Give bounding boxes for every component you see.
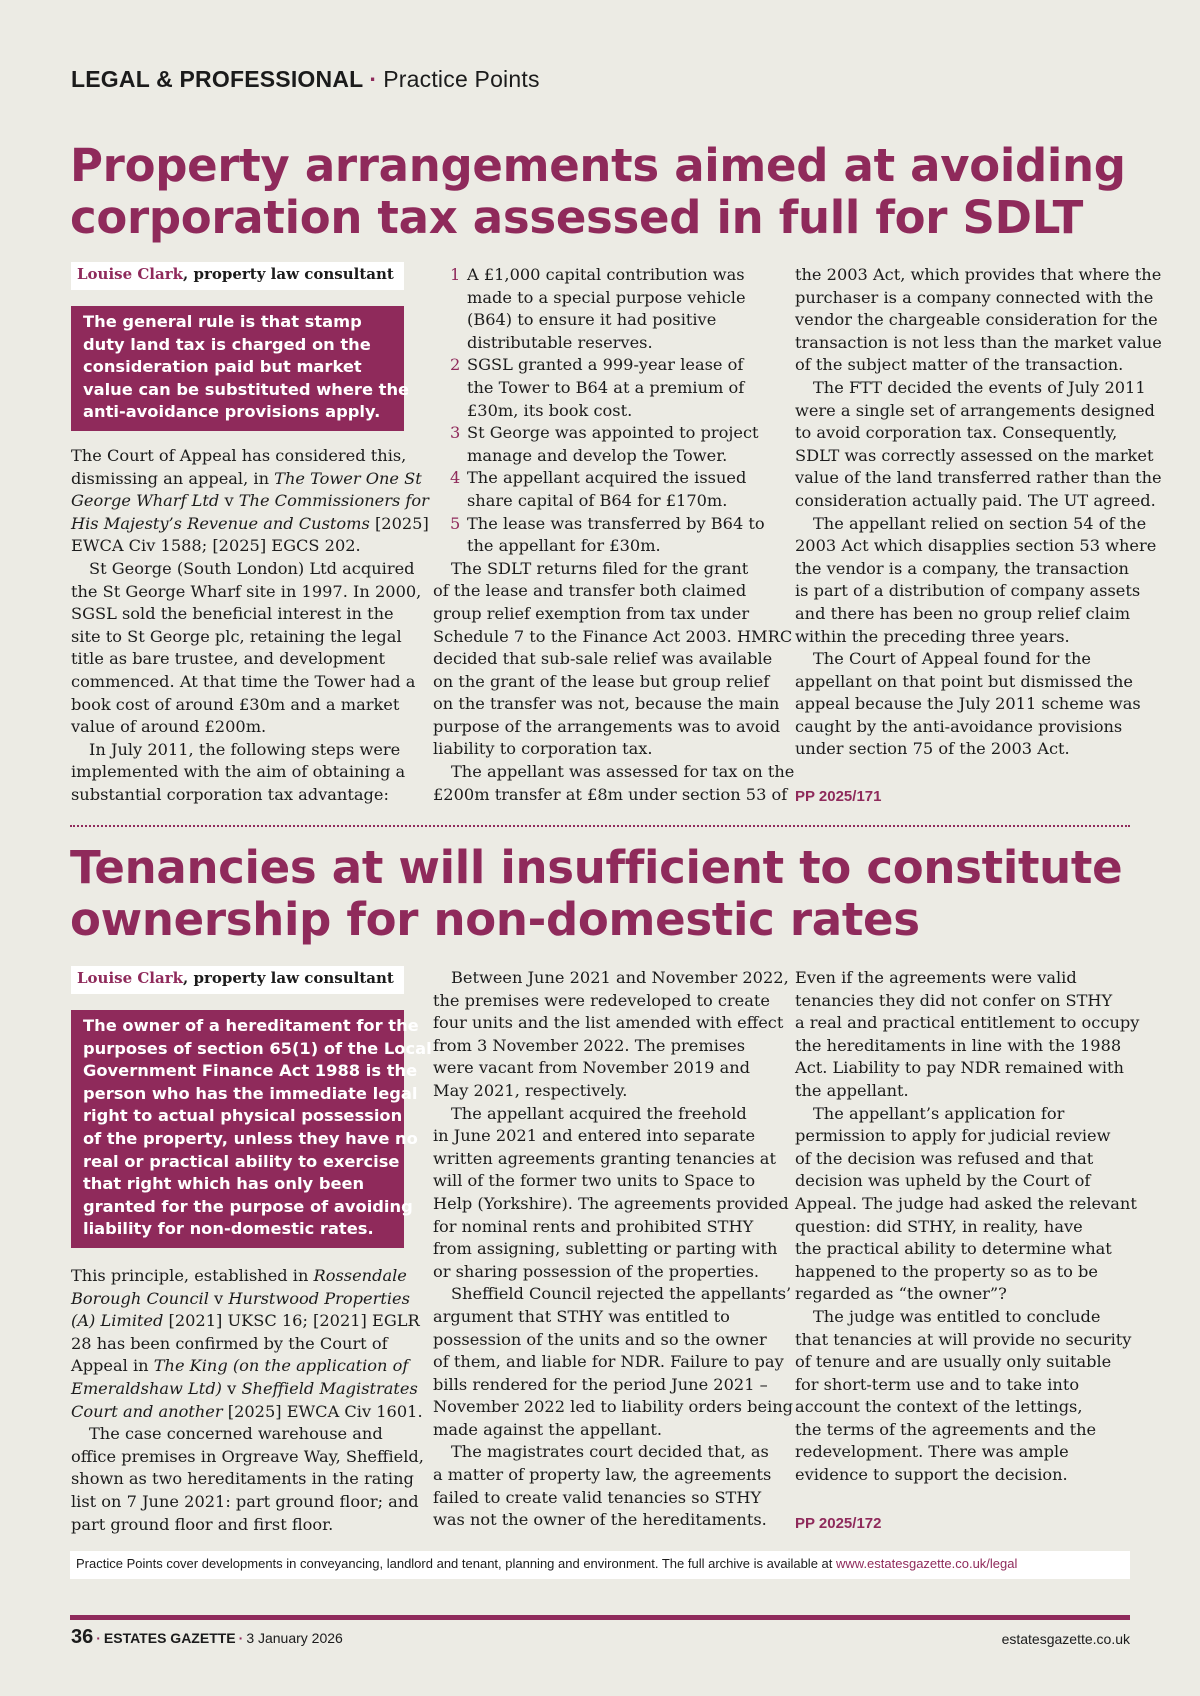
numbered-step: [433, 467, 778, 512]
body-line: decision was upheld by the Court of: [795, 1171, 1091, 1191]
body-line: regarded as “the owner”?: [795, 1284, 1007, 1304]
body-line: that tenancies at will provide no security: [795, 1329, 1132, 1349]
body-line: purchaser is a company connected with the: [795, 287, 1154, 307]
folio-separator: ·: [238, 1630, 244, 1646]
summary-line: liability for non-domestic rates.: [83, 1219, 374, 1239]
article1-column-2: [433, 264, 795, 806]
article2-column-2: [433, 967, 794, 1532]
body-line: tenancies they did not confer on STHY: [795, 990, 1113, 1010]
body-line: for short-term use and to take into: [795, 1374, 1080, 1394]
body-line: The judge was entitled to conclude: [813, 1306, 1101, 1326]
body-line: [71, 1288, 416, 1311]
summary-line: duty land tax is charged on the: [83, 334, 371, 354]
step-number: 1: [450, 265, 461, 284]
summary-line: Government Finance Act 1988 is the: [83, 1061, 418, 1081]
numbered-step: [433, 264, 778, 354]
text: [2025]: [369, 513, 429, 533]
body-line: site to St George plc, retaining the legal: [71, 626, 402, 646]
body-line: decided that sub-sale relief was available: [433, 649, 773, 669]
body-line: for nominal rents and prohibited STHY: [433, 1216, 754, 1236]
body-line: appeal because the July 2011 scheme was: [795, 694, 1141, 714]
summary-line: granted for the purpose of avoiding: [83, 1196, 413, 1216]
step-number: 4: [450, 468, 461, 488]
body-line: commenced. At that time the Tower had a: [71, 671, 416, 691]
body-line: [433, 422, 778, 445]
case-name: The King (on the application of: [153, 1356, 409, 1376]
body-line: the practical ability to determine what: [795, 1239, 1112, 1259]
summary-line: of the property, unless they have no: [83, 1128, 418, 1148]
body-line: from 3 November 2022. The premises: [433, 1035, 746, 1055]
article2-summary: [71, 1010, 432, 1248]
body-line: made against the appellant.: [433, 1419, 663, 1439]
body-line: Appeal. The judge had asked the relevant: [795, 1193, 1137, 1213]
article1-column-3: [795, 264, 1162, 761]
footer-website[interactable]: estatesgazette.co.uk: [1001, 1631, 1130, 1647]
text: [2025] EWCA Civ 1601.: [222, 1401, 423, 1421]
body-line: [71, 1265, 416, 1288]
body-line: appellant on that point but dismissed the: [795, 671, 1133, 691]
text: St George was appointed to project: [467, 423, 759, 443]
summary-line: purposes of section 65(1) of the Local: [83, 1038, 432, 1058]
body-line: [71, 513, 429, 536]
body-line: of tenure and are usually only suitable: [795, 1352, 1112, 1372]
body-line: in June 2021 and entered into separate: [433, 1126, 756, 1146]
body-line: failed to create valid tenancies so STHY: [433, 1487, 762, 1507]
body-line: [433, 513, 778, 536]
body-line: transaction is not less than the market value: [795, 332, 1162, 352]
summary-line: The general rule is that stamp: [83, 312, 362, 331]
case-name: (A) Limited: [71, 1311, 164, 1331]
body-line: the terms of the agreements and the: [795, 1419, 1097, 1439]
step-number: 2: [450, 355, 461, 375]
article1-column-1: [71, 445, 429, 807]
body-line: consideration actually paid. The UT agreed.: [795, 490, 1156, 510]
text: v: [208, 1288, 229, 1308]
body-line: permission to apply for judicial review: [795, 1126, 1111, 1146]
body-line: May 2021, respectively.: [433, 1080, 628, 1100]
body-line: 28 has been confirmed by the Court of: [71, 1333, 388, 1353]
body-line: Even if the agreements were valid: [795, 968, 1077, 987]
author-name: Louise Clark: [77, 265, 184, 283]
case-name: His Majesty’s Revenue and Customs: [71, 513, 370, 533]
body-line: title as bare trustee, and development: [71, 649, 385, 669]
step-number: 3: [450, 423, 461, 443]
body-line: within the preceding three years.: [795, 626, 1070, 646]
archive-link[interactable]: www.estatesgazette.co.uk/legal: [836, 1556, 1018, 1571]
article-divider: [70, 825, 1130, 827]
numbered-step: [433, 422, 778, 467]
body-line: account the context of the lettings,: [795, 1397, 1083, 1417]
body-line: were vacant from November 2019 and: [433, 1058, 751, 1078]
body-line: group relief exemption from tax under: [433, 603, 750, 623]
text: [2021] UKSC 16; [2021] EGLR: [163, 1311, 420, 1331]
body-line: value of the land transferred rather than the: [795, 468, 1162, 488]
article2-reference: PP 2025/172: [795, 1515, 882, 1532]
body-line: [71, 468, 422, 491]
body-line: Between June 2021 and November 2022,: [451, 968, 789, 987]
body-line: [71, 1378, 416, 1401]
body-line: of them, and liable for NDR. Failure to pay: [433, 1352, 784, 1372]
article1-summary: [71, 306, 410, 431]
body-line: of the subject matter of the transaction.: [795, 355, 1124, 375]
body-line: possession of the units and so the owner: [433, 1329, 767, 1349]
body-line: under section 75 of the 2003 Act.: [795, 739, 1070, 759]
body-line: purpose of the arrangements was to avoid: [433, 716, 781, 736]
body-line: list on 7 June 2021: part ground floor; and: [71, 1491, 419, 1511]
body-line: written agreements granting tenancies at: [433, 1148, 776, 1168]
footer-rule: [70, 1615, 1130, 1620]
publication-name: ESTATES GAZETTE: [103, 1630, 236, 1646]
headline-line: Property arrangements aimed at avoiding: [70, 139, 1126, 192]
body-line: or sharing possession of the properties.: [433, 1261, 760, 1281]
article2-headline: [70, 842, 1130, 946]
text: This principle, established in: [71, 1266, 314, 1285]
body-line: a matter of property law, the agreements: [433, 1465, 772, 1485]
text: Appeal in: [71, 1356, 154, 1376]
body-line: The Court of Appeal found for the: [813, 649, 1091, 669]
text: v: [222, 1378, 242, 1398]
article2-column-1: [71, 1265, 424, 1536]
body-line: to avoid corporation tax. Consequently,: [795, 423, 1118, 443]
body-line: November 2022 led to liability orders being: [433, 1397, 794, 1417]
summary-line: that right which has only been: [83, 1174, 365, 1194]
body-line: the appellant.: [795, 1080, 909, 1100]
body-line: [71, 1355, 416, 1378]
body-line: Help (Yorkshire). The agreements provided: [433, 1193, 789, 1213]
body-line: the premises were redeveloped to create: [433, 990, 770, 1010]
body-line: The case concerned warehouse and: [89, 1424, 383, 1444]
text: SGSL granted a 999-year lease of: [467, 355, 744, 375]
page-number: 36: [71, 1626, 94, 1648]
body-line: book cost of around £30m and a market: [71, 694, 400, 714]
article1-byline: [71, 262, 404, 290]
author-role: , property law consultant: [183, 969, 394, 987]
author-name: Louise Clark: [77, 969, 184, 987]
case-name: Court and another: [71, 1401, 223, 1421]
body-line: caught by the anti-avoidance provisions: [795, 716, 1123, 736]
body-line: In July 2011, the following steps were: [89, 739, 401, 759]
body-line: Schedule 7 to the Finance Act 2003. HMRC: [433, 626, 793, 646]
author-role: , property law consultant: [183, 265, 394, 283]
text: The appellant acquired the issued: [467, 468, 747, 488]
body-line: value of around £200m.: [71, 717, 267, 737]
body-line: (B64) to ensure it had positive: [467, 310, 717, 330]
headline-line: ownership for non-domestic rates: [70, 893, 920, 946]
case-name: The Commissioners for: [238, 491, 429, 511]
body-line: [71, 1310, 420, 1333]
body-line: The appellant’s application for: [813, 1103, 1065, 1123]
text: dismissing an appeal, in: [71, 468, 275, 488]
article1-reference: PP 2025/171: [795, 788, 882, 805]
numbered-step: [433, 513, 778, 558]
body-line: [71, 490, 429, 513]
body-line: SGSL sold the beneficial interest in the: [71, 604, 394, 624]
body-line: £30m, its book cost.: [467, 400, 633, 420]
body-line: bills rendered for the period June 2021 –: [433, 1374, 768, 1394]
summary-line: The owner of a hereditament for the: [83, 1016, 419, 1035]
summary-line: right to actual physical possession: [83, 1106, 403, 1126]
body-line: the vendor is a company, the transaction: [795, 558, 1129, 578]
body-line: St George (South London) Ltd acquired: [89, 558, 415, 578]
section-title: LEGAL & PROFESSIONAL: [71, 66, 364, 92]
body-line: and there has been no group relief claim: [795, 603, 1131, 623]
body-line: SDLT was correctly assessed on the market: [795, 445, 1154, 465]
case-name: Sheffield Magistrates: [241, 1378, 418, 1398]
body-line: vendor the chargeable consideration for the: [795, 310, 1158, 330]
body-line: The appellant was assessed for tax on the: [451, 762, 795, 782]
body-line: four units and the list amended with effect: [433, 1013, 784, 1033]
body-line: The FTT decided the events of July 2011: [813, 377, 1146, 397]
summary-line: anti-avoidance provisions apply.: [83, 402, 381, 422]
section-separator: ·: [369, 66, 378, 92]
folio-separator: ·: [96, 1630, 101, 1646]
summary-line: person who has the immediate legal: [83, 1083, 418, 1103]
section-subtitle: Practice Points: [383, 66, 540, 92]
headline-line: Tenancies at will insufficient to constitute: [70, 841, 1123, 894]
body-line: The magistrates court decided that, as: [451, 1442, 769, 1462]
summary-line: value can be substituted where the: [83, 379, 410, 399]
body-line: Sheffield Council rejected the appellants’: [451, 1284, 792, 1304]
body-line: £200m transfer at £8m under section 53 of: [433, 784, 788, 804]
body-line: was not the owner of the hereditaments.: [433, 1510, 767, 1530]
body-line: [71, 1401, 423, 1424]
body-line: manage and develop the Tower.: [467, 445, 728, 465]
body-line: the appellant for £30m.: [467, 536, 661, 556]
body-line: the Tower to B64 at a premium of: [467, 377, 745, 397]
footer-folio: [71, 1626, 343, 1649]
body-line: [433, 467, 778, 490]
body-line: shown as two hereditaments in the rating: [71, 1469, 414, 1489]
body-line: a real and practical entitlement to occupy: [795, 1013, 1140, 1033]
case-name: The Tower One St: [274, 468, 422, 488]
body-line: office premises in Orgreave Way, Sheffield,: [71, 1446, 424, 1466]
text: A £1,000 capital contribution was: [467, 265, 745, 284]
body-line: The appellant acquired the freehold: [451, 1103, 747, 1123]
body-line: 2003 Act which disapplies section 53 where: [795, 536, 1157, 556]
body-line: question: did STHY, in reality, have: [795, 1216, 1083, 1236]
body-line: the St George Wharf site in 1997. In 2000,: [71, 581, 422, 601]
body-line: [433, 354, 778, 377]
body-line: share capital of B64 for £170m.: [467, 490, 728, 510]
note-text: Practice Points cover developments in conveyancing, landlord and tenant, planning and environment. The full archive is available at: [76, 1556, 836, 1571]
summary-line: consideration paid but market: [83, 357, 362, 377]
headline-line: corporation tax assessed in full for SDLT: [70, 191, 1084, 244]
article2-column-3: [795, 967, 1140, 1487]
case-name: George Wharf Ltd: [71, 491, 220, 511]
body-line: part ground floor and first floor.: [71, 1514, 334, 1534]
body-line: the hereditaments in line with the 1988: [795, 1035, 1122, 1055]
article1-headline: [70, 140, 1130, 244]
body-line: liability to corporation tax.: [433, 739, 653, 759]
body-line: distributable reserves.: [467, 332, 653, 352]
section-header: [71, 66, 540, 93]
case-name: Hurstwood Properties: [228, 1288, 410, 1308]
body-line: on the transfer was not, because the main: [433, 694, 780, 714]
body-line: evidence to support the decision.: [795, 1465, 1068, 1485]
body-line: redevelopment. There was ample: [795, 1442, 1069, 1462]
body-line: argument that STHY was entitled to: [433, 1306, 730, 1326]
body-line: EWCA Civ 1588; [2025] EGCS 202.: [71, 536, 361, 556]
body-line: on the grant of the lease but group relief: [433, 671, 770, 691]
body-line: The Court of Appeal has considered this,: [71, 446, 407, 465]
body-line: happened to the property so as to be: [795, 1261, 1098, 1281]
body-line: will of the former two units to Space to: [433, 1171, 756, 1191]
summary-line: real or practical ability to exercise: [83, 1151, 400, 1171]
body-line: is part of a distribution of company assets: [795, 581, 1141, 601]
case-name: Emeraldshaw Ltd): [71, 1378, 222, 1398]
body-line: made to a special purpose vehicle: [467, 287, 746, 307]
body-line: The appellant relied on section 54 of the: [813, 513, 1147, 533]
case-name: Rossendale: [313, 1266, 407, 1285]
body-line: The SDLT returns filed for the grant: [451, 558, 749, 578]
body-line: were a single set of arrangements designed: [795, 400, 1155, 420]
body-line: implemented with the aim of obtaining a: [71, 762, 406, 782]
body-line: substantial corporation tax advantage:: [71, 784, 389, 804]
body-line: of the decision was refused and that: [795, 1148, 1094, 1168]
body-line: Act. Liability to pay NDR remained with: [795, 1058, 1124, 1078]
body-line: the 2003 Act, which provides that where the: [795, 265, 1162, 284]
text: The lease was transferred by B64 to: [467, 513, 765, 533]
practice-points-note: [70, 1551, 1130, 1579]
body-line: from assigning, subletting or parting with: [433, 1239, 778, 1259]
text: v: [219, 491, 239, 511]
article2-byline: [71, 966, 404, 994]
body-line: of the lease and transfer both claimed: [433, 581, 747, 601]
step-number: 5: [450, 513, 461, 533]
numbered-step: [433, 354, 778, 422]
body-line: [433, 264, 778, 287]
issue-date: 3 January 2026: [246, 1630, 343, 1646]
case-name: Borough Council: [71, 1288, 209, 1308]
